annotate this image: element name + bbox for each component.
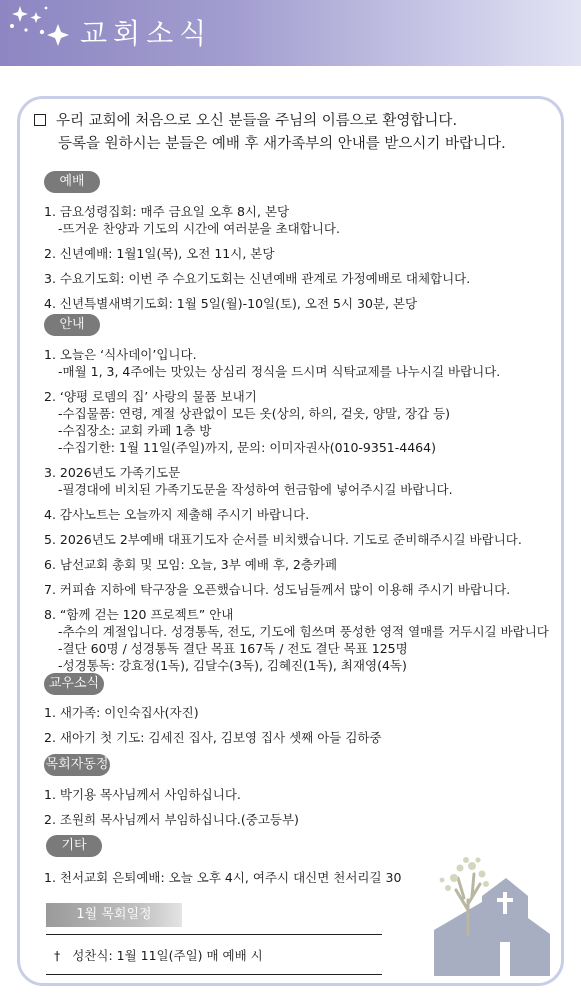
section-tag-worship: 예배: [44, 171, 100, 193]
list-item: 2. ‘양평 로뎀의 집’ 사랑의 물품 보내기 -수집물품: 연령, 계절 상관없이 모든 옷(상의, 하의, 겉옷, 양말, 장갑 등) -수집장소: 교회 카페 1층 방 -수집기한: 1월 11일(주일)까지, 문의: 이미자권사(010-9351-4464): [44, 389, 451, 455]
divider: [46, 974, 382, 975]
notice-section: [44, 346, 549, 682]
list-item: 3. 2026년도 가족기도문 -필경대에 비치된 가족기도문을 작성하여 헌금함에 넣어주시길 바랍니다.: [44, 465, 453, 497]
list-item: 1. 오늘은 ‘식사데이’입니다. -매월 1, 3, 4주에는 맛있는 상심리 정식을 드시며 식탁교제를 나누시길 바랍니다.: [44, 347, 501, 379]
list-item: 1. 천서교회 은퇴예배: 오늘 오후 4시, 여주시 대신면 천서리길 30: [44, 870, 402, 885]
welcome-line-2: 등록을 원하시는 분들은 예배 후 새가족부의 안내를 받으시기 바랍니다.: [58, 136, 506, 152]
schedule-event: [54, 946, 263, 964]
list-item: 3. 수요기도회: 이번 주 수요기도회는 신년예배 관계로 가정예배로 대체합니다.: [44, 271, 471, 286]
list-item: 8. “함께 걷는 120 프로젝트” 안내 -추수의 계절입니다. 성경통독, 전도, 기도에 힘쓰며 풍성한 영적 열매를 거두시길 바랍니다 -결단 60명 / 성경통독 결단 목표 167독 / 전도 결단 목표 125명 -성경통독: 강효정(1독), 김달수(3독), 김혜진(1독), 최재영(4독): [44, 607, 549, 673]
schedule-event-text: 성찬식: 1월 11일(주일) 매 예배 시: [72, 948, 263, 963]
sparkle-stars-icon: [6, 2, 78, 54]
list-item: 2. 조원희 목사님께서 부임하십니다.(중고등부): [44, 812, 299, 827]
members-section: [44, 704, 382, 754]
page-header: [0, 0, 581, 66]
welcome-line-1: 우리 교회에 처음으로 오신 분들을 주님의 이름으로 환영합니다.: [56, 113, 458, 129]
list-item: 5. 2026년도 2부예배 대표기도자 순서를 비치했습니다. 기도로 준비해주시길 바랍니다.: [44, 532, 522, 547]
list-item: 7. 커피숍 지하에 탁구장을 오픈했습니다. 성도님들께서 많이 이용해 주시기 바랍니다.: [44, 582, 511, 597]
section-tag-pastors: 목회자동정: [44, 754, 110, 776]
pastors-section: [44, 786, 299, 836]
list-item: 6. 남선교회 총회 및 모임: 오늘, 3부 예배 후, 2층카페: [44, 557, 338, 572]
list-item: 2. 신년예배: 1월1일(목), 오전 11시, 본당: [44, 246, 275, 261]
section-tag-etc: 기타: [46, 835, 102, 857]
list-item: 1. 새가족: 이인숙집사(자진): [44, 705, 199, 720]
welcome-message: [34, 110, 506, 156]
list-item: 1. 박기용 목사님께서 사임하십니다.: [44, 787, 241, 802]
worship-section: [44, 203, 470, 320]
list-item: 2. 새아기 첫 기도: 김세진 집사, 김보영 집사 셋째 아들 김하중: [44, 730, 382, 745]
etc-section: [44, 869, 401, 894]
section-tag-members: 교우소식: [44, 673, 104, 695]
section-tag-notice: 안내: [44, 314, 100, 336]
schedule-title: 1월 목회일정: [46, 903, 182, 927]
checkbox-bullet-icon: [34, 114, 46, 126]
list-item: 4. 신년특별새벽기도회: 1월 5일(월)-10일(토), 오전 5시 30분, 본당: [44, 296, 418, 311]
list-item: 1. 금요성령집회: 매주 금요일 오후 8시, 본당 -뜨거운 찬양과 기도의 시간에 여러분을 초대합니다.: [44, 204, 340, 236]
cross-icon: †: [54, 948, 61, 963]
page-title: 교회소식: [80, 17, 213, 50]
church-tree-icon: [428, 838, 554, 976]
list-item: 4. 감사노트는 오늘까지 제출해 주시기 바랍니다.: [44, 507, 310, 522]
divider: [46, 934, 382, 935]
